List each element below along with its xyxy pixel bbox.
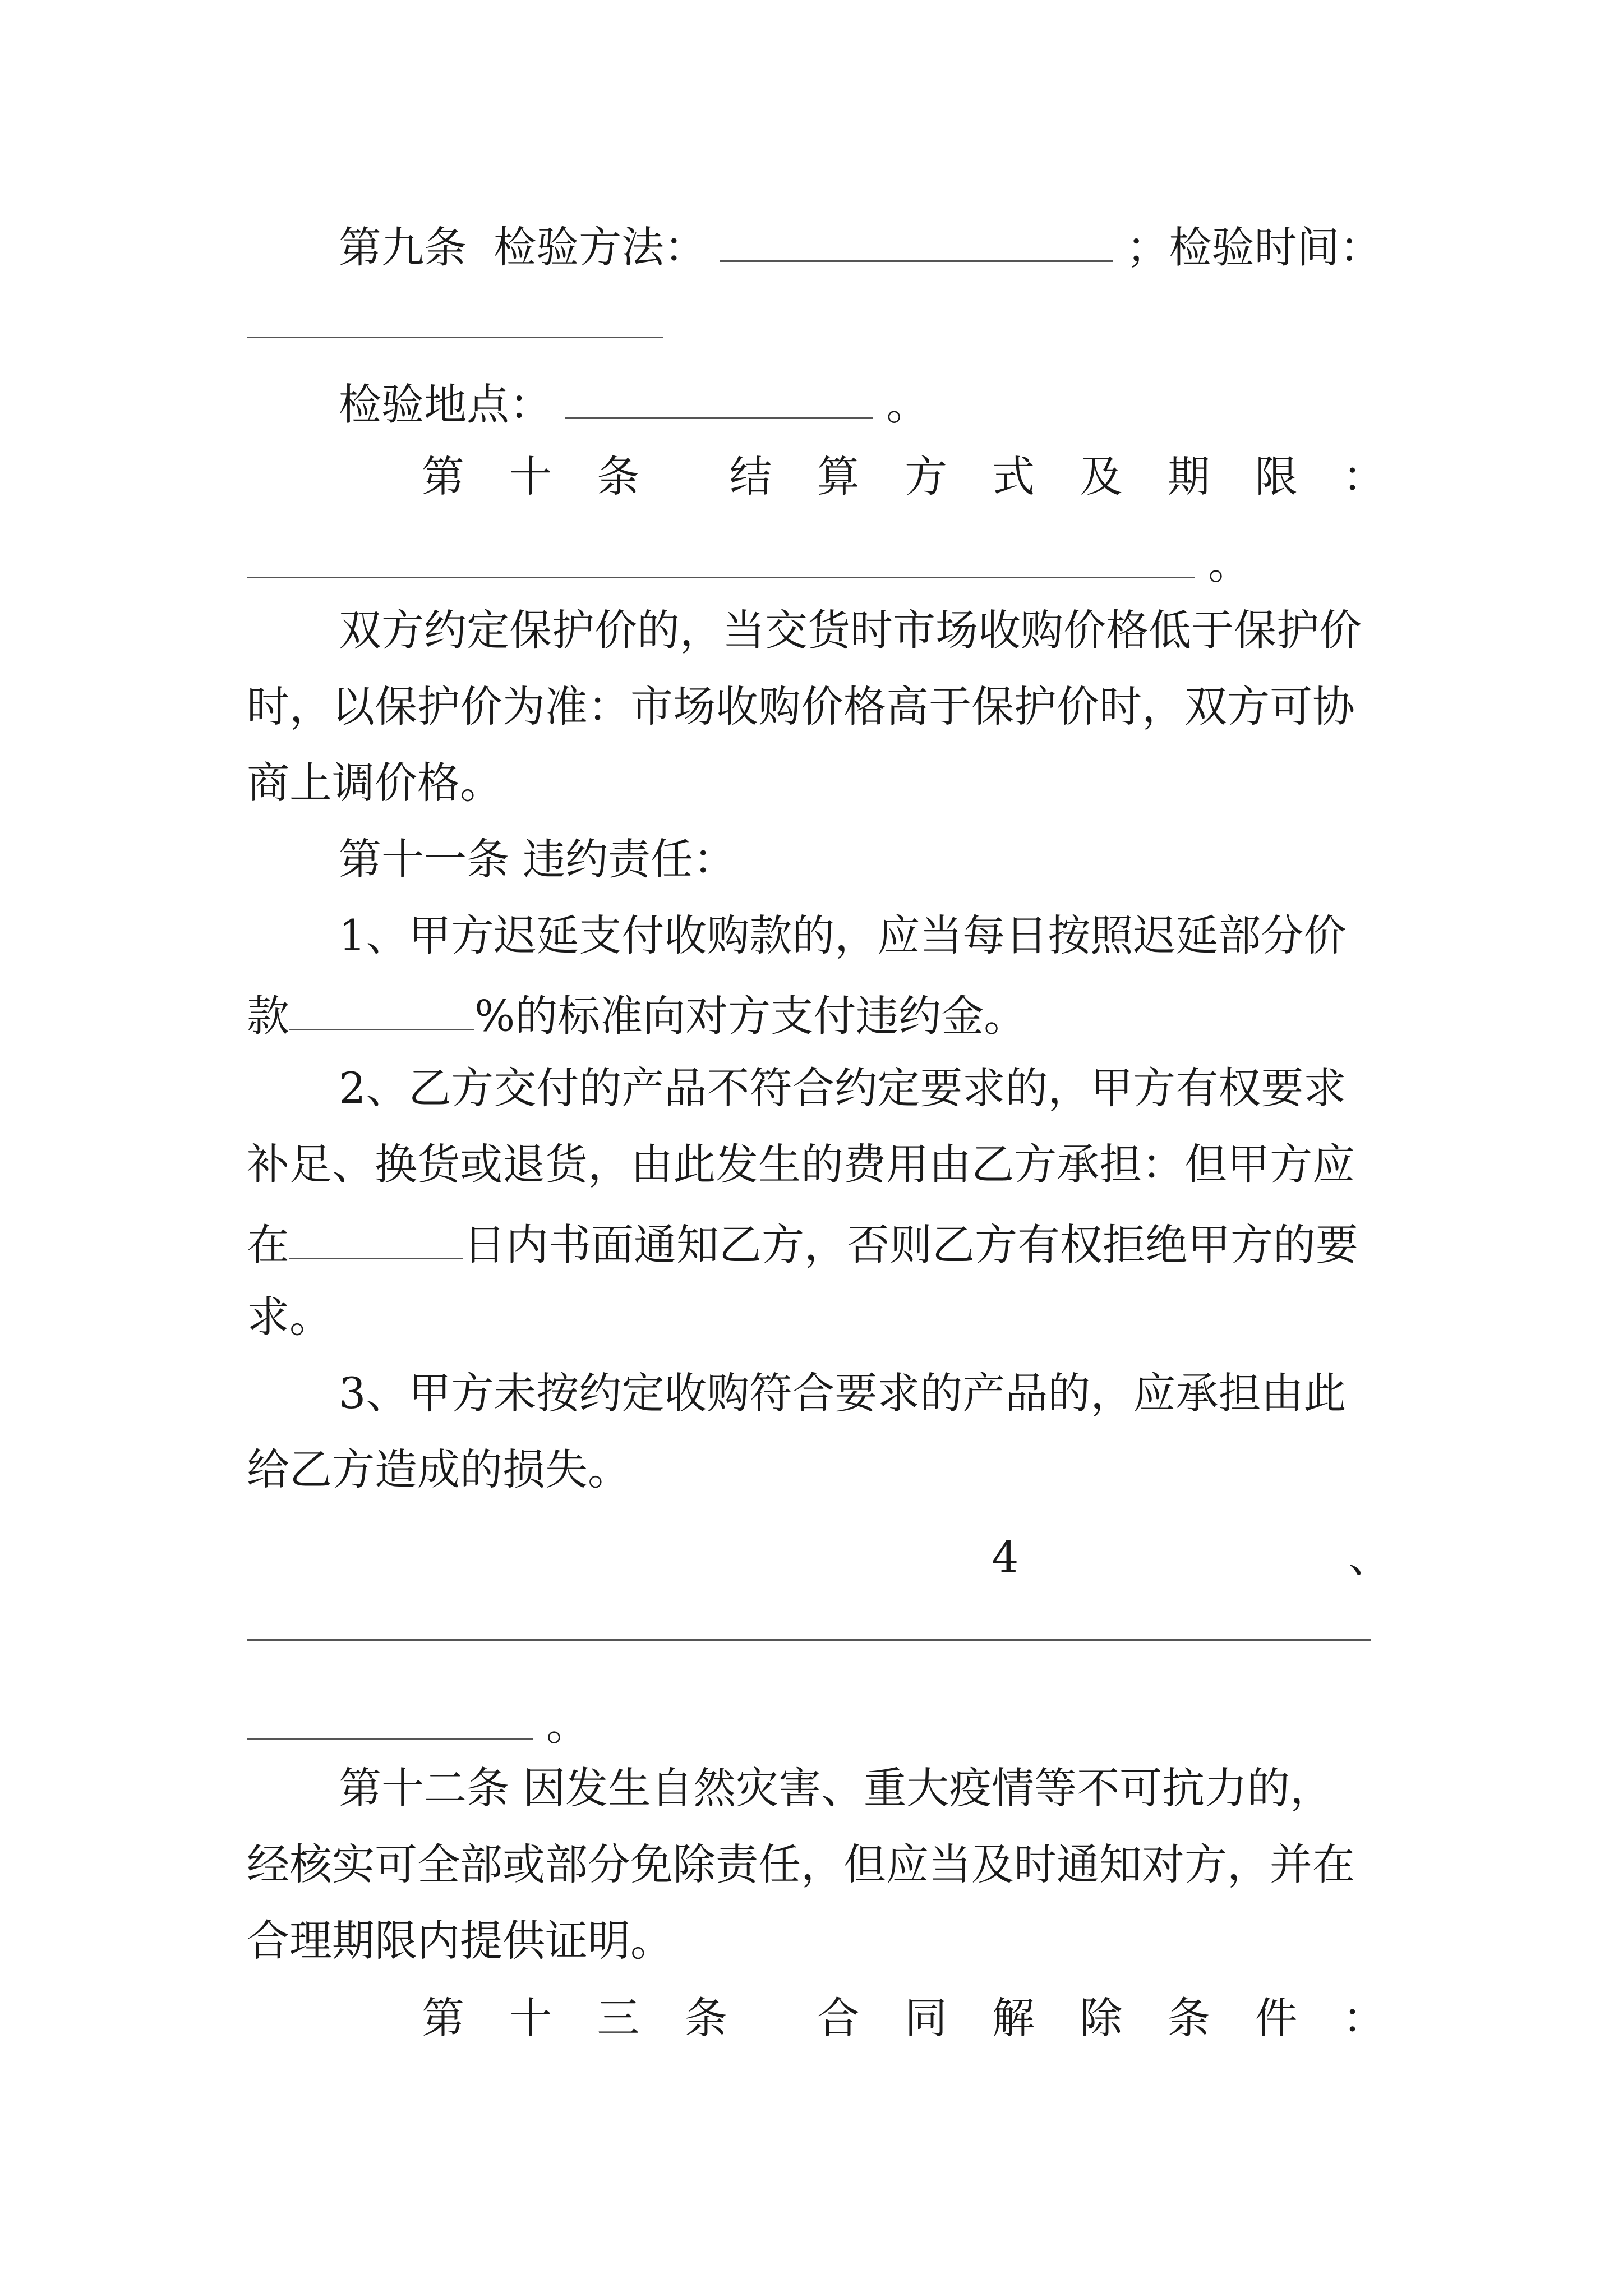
inspection-time-label: ；检验时间： [1126,222,1382,273]
article-10-char: 及 [1080,452,1123,501]
breach-item-3-line-2: 给乙方造成的损失。 [247,1444,630,1494]
inspection-place-end: 。 [886,379,929,430]
article-13-char: 条 [684,1993,727,2043]
article-11-title: 第十一条 违约责任： [339,834,736,884]
article-10-char: 十 [509,452,552,501]
breach-item-2-line-1: 2、乙方交付的产品不符合约定要求的，甲方有权要求 [339,1063,1347,1113]
protection-price-line-2: 时，以保护价为准：市场收购价格高于保护价时，双方可协 [247,682,1355,731]
breach-item-4-number: 4 [992,1532,1019,1582]
article-10-char: 算 [817,452,860,501]
breach-item-2-prefix: 在 [247,1220,289,1270]
article-13-char: 三 [597,1993,640,2043]
article-10-char: 式 [992,452,1035,501]
article-10-char: ： [1342,452,1385,501]
breach-item-4-blank-1 [247,1639,1371,1641]
article-10-char: 期 [1167,452,1210,501]
article-13-char: 件 [1255,1993,1298,2043]
inspection-method-label: 检验方法： [494,222,707,273]
article-10-char: 方 [904,452,947,501]
article-13-char: 条 [1167,1993,1210,2043]
breach-item-2-line-3 [247,1220,1358,1270]
article-13-char: 合 [817,1993,860,2043]
breach-item-4-separator: 、 [1348,1532,1391,1582]
breach-item-2-line-2: 补足、换货或退货，由此发生的费用由乙方承担：但甲方应 [247,1139,1355,1189]
breach-item-1-suffix: %的标准向对方支付违约金。 [474,991,1027,1041]
inspection-place-line [339,379,929,430]
breach-item-2-line-4: 求。 [247,1292,332,1342]
inspection-time-blank [247,337,663,338]
settlement-line [247,539,1251,589]
breach-item-1-line-2 [247,991,1027,1041]
notice-days-blank [289,1220,463,1259]
inspection-place-blank [565,379,873,419]
breach-item-2-suffix: 日内书面通知乙方，否则乙方有权拒绝甲方的要 [463,1220,1358,1270]
article-9-line [339,222,1382,273]
article-13-heading [422,1993,1385,2043]
breach-item-4-end: 。 [546,1700,589,1750]
article-10-char: 条 [597,452,640,501]
article-13-char: 解 [992,1993,1035,2043]
article-13-char: ： [1342,1993,1385,2043]
inspection-place-label: 检验地点： [339,379,552,430]
breach-item-1-line-1: 1、甲方迟延支付收购款的，应当每日按照迟延部分价 [339,910,1347,960]
breach-item-3-line-1: 3、甲方未按约定收购符合要求的产品的，应承担由此 [339,1368,1347,1418]
penalty-rate-blank [289,991,474,1030]
article-12-line-2: 经核实可全部或部分免除责任，但应当及时通知对方，并在 [247,1839,1355,1889]
article-13-char: 第 [422,1993,464,2043]
breach-item-4-line-3 [247,1700,589,1750]
article-13-char: 除 [1080,1993,1123,2043]
article-12-line-3: 合理期限内提供证明。 [247,1916,673,1966]
article-10-char: 限 [1255,452,1298,501]
article-13-char: 十 [509,1993,552,2043]
article-10-char: 结 [729,452,772,501]
article-12-line-1: 第十二条 因发生自然灾害、重大疫情等不可抗力的， [339,1763,1333,1813]
breach-item-4-blank-2 [247,1700,533,1740]
article-13-char: 同 [904,1993,947,2043]
article-10-char: 第 [422,452,464,501]
article-10-heading [422,452,1385,501]
settlement-end: 。 [1208,539,1251,589]
article-9-label: 第九条 [339,222,467,273]
inspection-method-blank [720,222,1113,262]
protection-price-line-3: 商上调价格。 [247,758,502,808]
settlement-blank [247,539,1195,578]
protection-price-line-1: 双方约定保护价的，当交货时市场收购价格低于保护价 [339,605,1362,655]
breach-item-1-prefix: 款 [247,991,289,1041]
